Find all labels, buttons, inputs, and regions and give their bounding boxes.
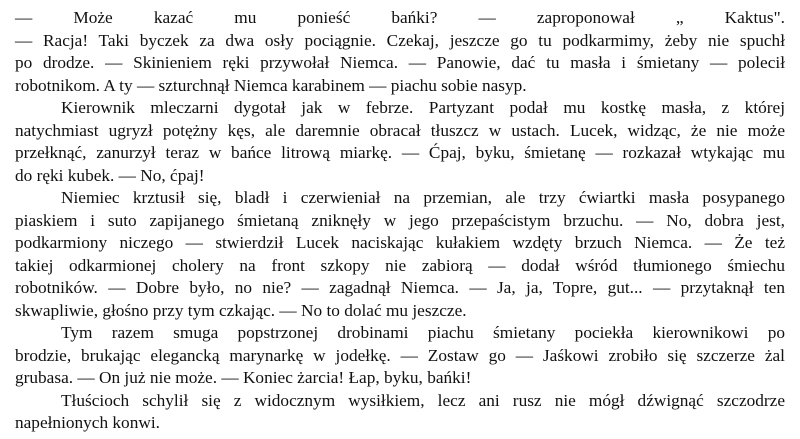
text-line: Niemiec krztusił się, bladł i czerwieniał na przemian, ale trzy ćwiartki masła posypanego [61, 188, 785, 207]
text-line: — Racja! Taki byczek za dwa osły pociągnie. Czekaj, jeszcze go tu podkarmimy, żeby nie spuchł [15, 31, 785, 50]
text-line: do ręki kubek. — No, ćpaj! [15, 166, 205, 185]
text-line: Tym razem smuga popstrzonej drobinami piachu śmietany pociekła kierownikowi po [61, 323, 785, 342]
text-line: przełknąć, zanurzył teraz w bańce litrową miarkę. — Ćpaj, byku, śmietanę — rozkazał wtykając mu [15, 143, 785, 162]
text-line: po drodze. — Skinieniem ręki przywołał Niemca. — Panowie, dać tu masła i śmietany — polecił [15, 53, 785, 72]
text-line: podkarmiony niczego — stwierdził Lucek naciskając kułakiem wzdęty brzuch Niemca. — Że też [15, 233, 785, 252]
text-line: natychmiast ugryzł potężny kęs, ale daremnie obracał tłuszcz w ustach. Lucek, widząc, że nie może [15, 121, 785, 140]
text-line: robotnikom. A ty — szturchnął Niemca karabinem — piachu sobie nasyp. [15, 76, 527, 95]
text-line: takiej odkarmionej cholery na front szkopy nie zabiorą — dodał wśród tłumionego śmiechu [15, 256, 785, 275]
text-line: napełnionych konwi. [15, 413, 160, 432]
text-line: Tłuścioch schylił się z widocznym wysiłkiem, lecz ani rusz nie mógł dźwignąć szczodrze [61, 391, 785, 410]
text-line: grubasa. — On już nie może. — Koniec żarcia! Łap, byku, bańki! [15, 368, 472, 387]
text-line: skwapliwie, głośno przy tym czkając. — No to dolać mu jeszcze. [15, 301, 467, 320]
text-line: piaskiem i suto zapijanego śmietaną zniknęły w jego przepaścistym brzuchu. — No, dobra jest, [15, 211, 785, 230]
text-line: robotników. — Dobre było, no nie? — zagadnął Niemca. — Ja, ja, Topre, gut... — przytaknął ten [15, 278, 785, 297]
text-line: — Może kazać mu ponieść bańki? — zaproponował „ Kaktus". [15, 8, 785, 27]
text-line: brodzie, brukając elegancką marynarkę w jodełkę. — Zostaw go — Jaśkowi zrobiło się szczerze żal [15, 346, 785, 365]
text-line: Kierownik mleczarni dygotał jak w febrze. Partyzant podał mu kostkę masła, z której [61, 98, 785, 117]
